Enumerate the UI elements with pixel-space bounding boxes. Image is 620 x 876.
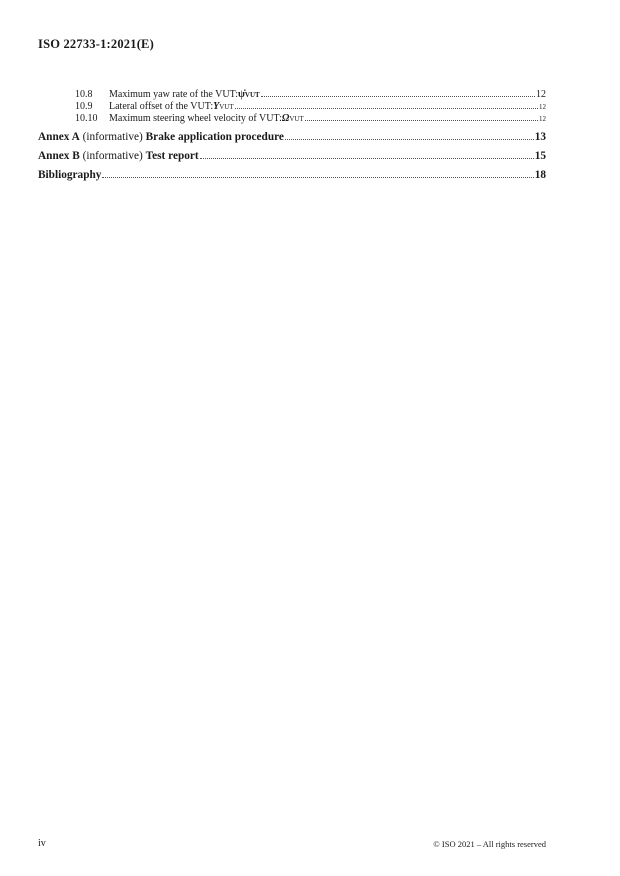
leader-dots: [102, 177, 533, 178]
toc-entry-text: Lateral offset of the VUT:: [109, 101, 214, 112]
toc-entry-text: Maximum yaw rate of the VUT:: [109, 89, 239, 100]
toc-entry-subscript: VUT: [289, 115, 304, 123]
leader-dots: [305, 120, 538, 121]
toc-entry-symbol: Ω: [281, 113, 290, 124]
toc-entry-symbol: Y: [213, 101, 220, 112]
document-id: ISO 22733-1:2021(E): [38, 37, 154, 51]
toc-entry-label: Bibliography: [38, 169, 102, 181]
toc-entry-subscript: VUT: [219, 103, 234, 111]
toc-entry-label: Annex A: [38, 131, 80, 143]
toc-entry-10-8[interactable]: [38, 89, 546, 101]
toc-entry-type: (informative): [82, 131, 143, 143]
toc-entry-10-10[interactable]: [38, 113, 546, 125]
toc-entry-symbol: ψ̇: [238, 89, 245, 100]
toc-entry-page: 12: [539, 115, 546, 123]
toc-entry-page: 12: [539, 103, 546, 111]
toc-entry-bibliography[interactable]: [38, 166, 546, 185]
toc-entry-number: 10.8: [75, 89, 93, 100]
toc-entry-page: 13: [534, 131, 546, 143]
toc-entry-label: Annex B: [38, 150, 80, 162]
table-of-contents: [38, 89, 546, 185]
toc-entry-text: Maximum steering wheel velocity of VUT:: [109, 113, 282, 124]
toc-entry-title: Brake application procedure: [145, 131, 284, 143]
leader-dots: [261, 96, 535, 97]
toc-entry-page: 12: [536, 89, 546, 100]
toc-entry-type: (informative): [82, 150, 143, 162]
page-number: iv: [38, 838, 46, 849]
toc-entry-annex-a[interactable]: [38, 128, 546, 147]
toc-entry-10-9[interactable]: [38, 101, 546, 113]
toc-entry-title: Test report: [145, 150, 199, 162]
toc-entry-page: 15: [534, 150, 546, 162]
toc-entry-subscript: VUT: [244, 91, 260, 99]
leader-dots: [200, 158, 534, 159]
toc-entry-number: 10.9: [75, 101, 93, 112]
copyright-notice: © ISO 2021 – All rights reserved: [433, 839, 546, 849]
leader-dots: [285, 139, 534, 140]
toc-entry-annex-b[interactable]: [38, 147, 546, 166]
toc-entry-number: 10.10: [75, 113, 98, 124]
leader-dots: [235, 108, 538, 109]
toc-entry-page: 18: [534, 169, 546, 181]
